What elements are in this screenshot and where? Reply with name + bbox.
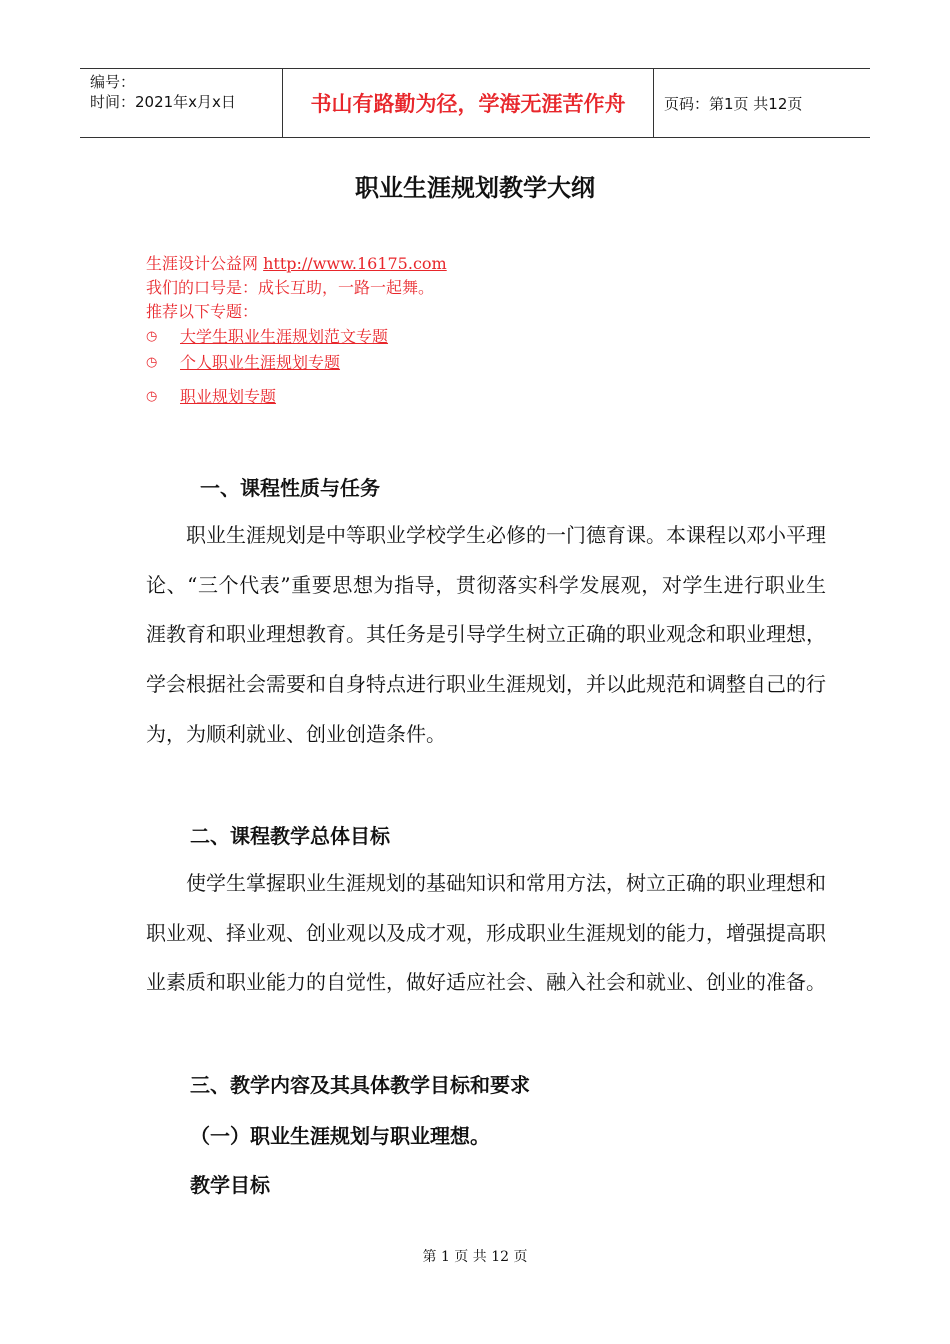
page-header [80, 68, 870, 138]
section-2-text [146, 859, 826, 1008]
header-motto: 书山有路勤为径，学海无涯苦作舟 [282, 69, 654, 137]
section-1-heading: 一、课程性质与任务 [200, 476, 380, 500]
clock-bullet-icon: ◷ [146, 389, 158, 404]
section-2-paragraph: 使学生掌握职业生涯规划的基础知识和常用方法，树立正确的职业理想和职业观、择业观、创业观以及成才观，形成职业生涯规划的能力，增强提高职业素质和职业能力的自觉性，做好适应社会、融入社会和就业、创业的准备。 [146, 871, 826, 995]
section-1-paragraph: 职业生涯规划是中等职业学校学生必修的一门德育课。本课程以邓小平理论、“三个代表”重要思想为指导，贯彻落实科学发展观，对学生进行职业生涯教育和职业理想教育。其任务是引导学生树立正确的职业观念和职业理想，学会根据社会需要和自身特点进行职业生涯规划，并以此规范和调整自己的行为，为顺利就业、创业创造条件。 [146, 523, 826, 746]
clock-bullet-icon: ◷ [146, 329, 158, 344]
topic-link-3[interactable]: 职业规划专题 [180, 387, 277, 406]
topic-link-2[interactable]: 个人职业生涯规划专题 [180, 353, 341, 372]
promo-recommend: 推荐以下专题： [146, 302, 259, 321]
document-title: 职业生涯规划教学大纲 [355, 174, 595, 202]
list-item [146, 350, 447, 376]
section-1-text [146, 511, 826, 760]
clock-bullet-icon: ◷ [146, 355, 158, 370]
header-time: 时间：2021年x月x日 [90, 93, 236, 111]
list-item [146, 324, 447, 350]
section-3-subheading: （一）职业生涯规划与职业理想。 [190, 1124, 490, 1148]
header-number: 编号： [90, 73, 136, 91]
topic-link-1[interactable]: 大学生职业生涯规划范文专题 [180, 327, 389, 346]
section-3-heading: 三、教学内容及其具体教学目标和要求 [190, 1073, 530, 1097]
promo-slogan: 我们的口号是：成长互助，一路一起舞。 [146, 278, 435, 297]
promo-block [146, 252, 447, 410]
site-name: 生涯设计公益网 [146, 254, 259, 273]
list-item [146, 384, 447, 410]
teaching-goal-heading: 教学目标 [190, 1173, 270, 1197]
promo-site-line [146, 252, 447, 276]
site-url-link[interactable]: http://www.16175.com [263, 254, 447, 273]
header-page-info: 页码：第1页 共12页 [664, 94, 803, 113]
page-footer: 第 1 页 共 12 页 [422, 1249, 528, 1265]
header-meta [80, 69, 282, 137]
section-2-heading: 二、课程教学总体目标 [190, 824, 390, 848]
